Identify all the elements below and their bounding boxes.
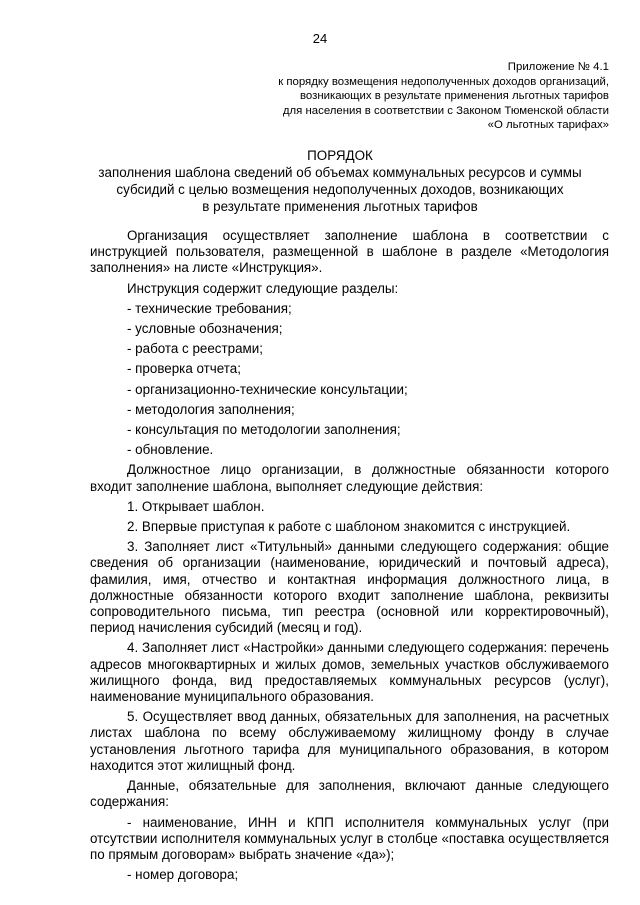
section-item: - технические требования; bbox=[127, 300, 292, 316]
section-item: - консультация по методологии заполнения; bbox=[127, 422, 401, 438]
section-item: - организационно-технические консультации; bbox=[127, 381, 408, 397]
document-body bbox=[90, 228, 609, 883]
section-item: - методология заполнения; bbox=[127, 401, 295, 417]
step-5: 5. Осуществляет ввод данных, обязательных для заполнения, на расчетных листах шаблона по всему обслуживаемому жилищному фонду в случае установления льготного тарифа для муниципального образования, в котором находится этот жилищный фонд. bbox=[90, 709, 609, 773]
appendix-line: Приложение № 4.1 bbox=[507, 61, 609, 73]
section-item: - проверка отчета; bbox=[127, 361, 241, 377]
page-number: 24 bbox=[312, 31, 328, 46]
section-item: - обновление. bbox=[127, 442, 214, 458]
official-paragraph: Должностное лицо организации, в должностные обязанности которого входит заполнение шаблона, выполняет следующие действия: bbox=[90, 462, 609, 494]
appendix-line: к порядку возмещения недополученных доходов организаций, bbox=[278, 75, 609, 88]
title-line: субсидий с целью возмещения недополученных доходов, возникающих bbox=[116, 182, 564, 197]
data-item: - номер договора; bbox=[127, 867, 239, 883]
section-item: - условные обозначения; bbox=[127, 321, 283, 337]
intro-paragraph: Организация осуществляет заполнение шаблона в соответствии с инструкцией пользователя, размещенной в шаблоне в разделе «Методология заполнения» на листе «Инструкция». bbox=[90, 228, 609, 276]
appendix-line: для населения в соответствии с Законом Тюменской области bbox=[282, 104, 609, 117]
step-4: 4. Заполняет лист «Настройки» данными следующего содержания: перечень адресов многоквартирных и жилых домов, земельных участков обслуживаемого жилищного фонда, вид предоставляемых коммунальных ресурсов (услуг), наименование муниципального образования. bbox=[90, 640, 609, 705]
title-heading: ПОРЯДОК bbox=[307, 148, 373, 163]
sections-intro: Инструкция содержит следующие разделы: bbox=[127, 280, 399, 296]
appendix-line: «О льготных тарифах» bbox=[487, 119, 609, 132]
appendix-line: возникающих в результате применения льготных тарифов bbox=[300, 90, 609, 103]
title-line: заполнения шаблона сведений об объемах коммунальных ресурсов и суммы bbox=[98, 165, 582, 180]
data-intro: Данные, обязательные для заполнения, включают данные следующего содержания: bbox=[90, 778, 609, 810]
section-item: - работа с реестрами; bbox=[127, 341, 263, 357]
title-line: в результате применения льготных тарифов bbox=[202, 199, 478, 214]
appendix-header bbox=[189, 60, 609, 133]
data-item: - наименование, ИНН и КПП исполнителя коммунальных услуг (при отсутствии исполнителя коммунальных услуг в столбце «поставка осуществляется по прямым договорам» выбрать значение «да»); bbox=[90, 814, 609, 862]
step-1: 1. Открывает шаблон. bbox=[127, 498, 265, 514]
step-2: 2. Впервые приступая к работе с шаблоном знакомится с инструкцией. bbox=[127, 519, 571, 535]
document-title bbox=[90, 147, 590, 215]
step-3: 3. Заполняет лист «Титульный» данными следующего содержания: общие сведения об организации (наименование, юридический и почтовый адреса), фамилия, имя, отчество и контактная информация должностного лица, в должностные обязанности которого входит заполнение шаблона, реквизиты сопроводительного письма, тип реестра (основной или корректировочный), период начисления субсидий (месяц и год). bbox=[90, 539, 609, 636]
